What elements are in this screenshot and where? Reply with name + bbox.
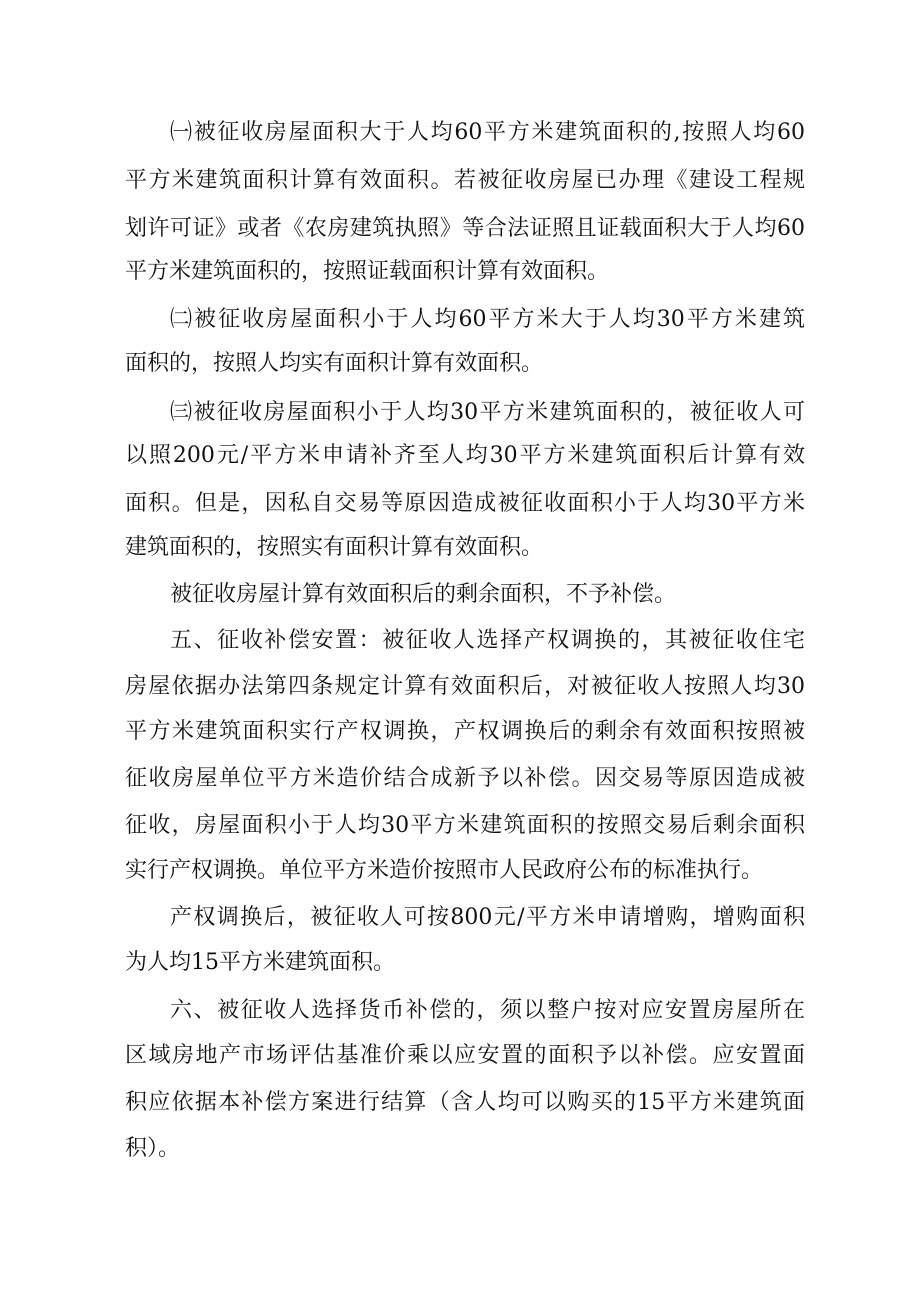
text-line: 积应依据本补偿方案进行结算（含人均可以购买的15平方米建筑面	[125, 1090, 805, 1115]
text-line: ㈢被征收房屋面积小于人均30平方米建筑面积的，被征收人可	[170, 400, 805, 425]
text-line: 平方米建筑面积的，按照证载面积计算有效面积。	[125, 259, 610, 284]
text-line: 六、被征收人选择货币补偿的，须以整户按对应安置房屋所在	[170, 998, 805, 1023]
text-line: 区域房地产市场评估基准价乘以应安置的面积予以补偿。应安置面	[125, 1043, 805, 1068]
text-line: 被征收房屋计算有效面积后的剩余面积，不予补偿。	[170, 582, 677, 607]
text-line: 建筑面积的，按照实有面积计算有效面积。	[125, 535, 544, 560]
text-line: 征收房屋单位平方米造价结合成新予以补偿。因交易等原因造成被	[125, 766, 805, 791]
text-line: 平方米建筑面积实行产权调换，产权调换后的剩余有效面积按照被	[125, 719, 805, 744]
text-line: 积）。	[125, 1136, 181, 1161]
text-line: 划许可证》或者《农房建筑执照》等合法证照且证载面积大于人均60	[125, 216, 805, 241]
text-line: 五、征收补偿安置：被征收人选择产权调换的，其被征收住宅	[170, 628, 805, 653]
text-line: 征收，房屋面积小于人均30平方米建筑面积的按照交易后剩余面积	[125, 813, 805, 838]
text-line: 为人均15平方米建筑面积。	[125, 950, 395, 975]
text-line: ㈡被征收房屋面积小于人均60平方米大于人均30平方米建筑	[170, 307, 805, 332]
text-line: 实行产权调换。单位平方米造价按照市人民政府公布的标准执行。	[125, 858, 764, 883]
text-line: ㈠被征收房屋面积大于人均60平方米建筑面积的,按照人均60	[170, 120, 805, 145]
text-line: 产权调换后，被征收人可按800元/平方米申请增购，增购面积	[170, 905, 805, 930]
text-line: 面积。但是，因私自交易等原因造成被征收面积小于人均30平方米	[125, 491, 805, 516]
text-line: 以照200元/平方米申请补齐至人均30平方米建筑面积后计算有效	[125, 443, 805, 468]
text-line: 面积的，按照人均实有面积计算有效面积。	[125, 351, 544, 376]
text-line: 平方米建筑面积计算有效面积。若被征收房屋已办理《建设工程规	[125, 168, 805, 193]
text-line: 房屋依据办法第四条规定计算有效面积后，对被征收人按照人均30	[125, 674, 805, 699]
